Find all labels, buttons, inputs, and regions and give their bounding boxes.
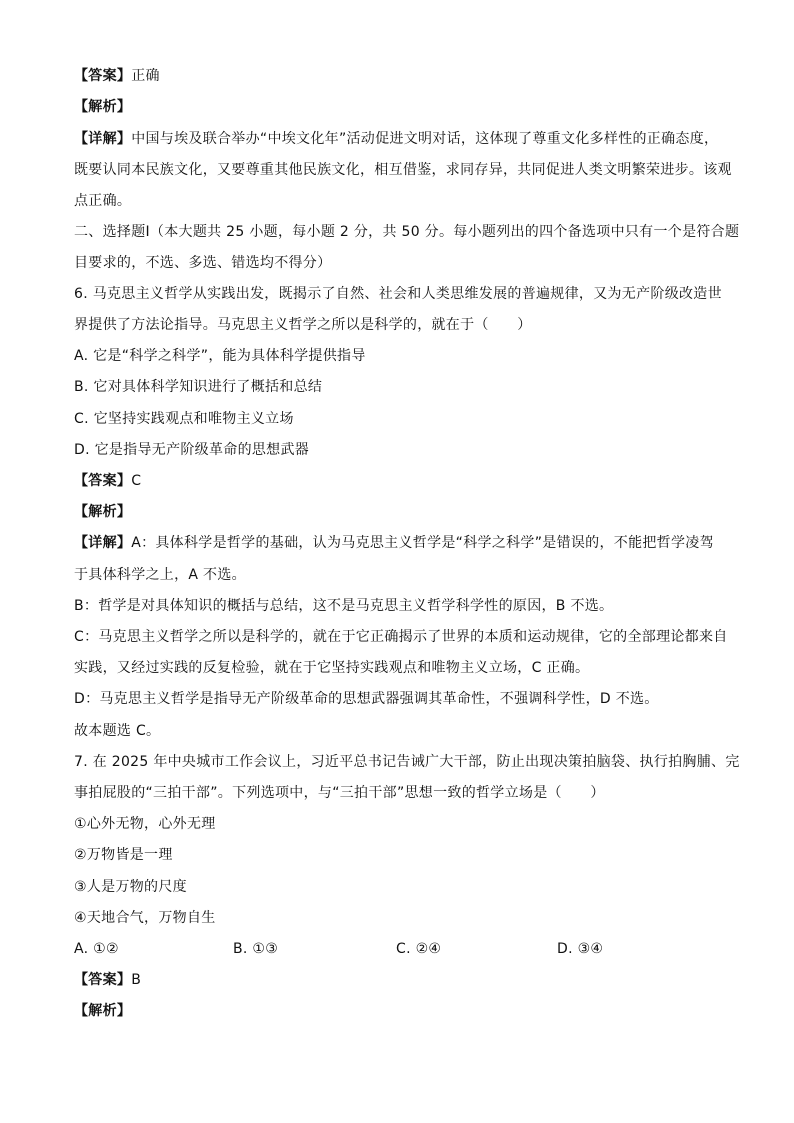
q7-answer: B <box>131 972 142 988</box>
q7-item-2: ②万物皆是一理 <box>74 847 173 863</box>
q7-item-3: ③人是万物的尺度 <box>74 879 187 895</box>
q7-choice-b: B. ①③ <box>233 941 279 957</box>
q6-conclusion: 故本题选 C。 <box>74 723 161 739</box>
q6-detail-text-1: A：具体科学是哲学的基础，认为马克思主义哲学是“科学之科学”是错误的，不能把哲学凌驾 <box>131 535 714 551</box>
q7-analysis-tag: 【解析】 <box>74 1003 132 1019</box>
q7-choice-a: A. ①② <box>74 941 119 957</box>
q7-choice-d: D. ③④ <box>557 941 604 957</box>
q6-detail-line-2: 于具体科学之上，A 不选。 <box>74 567 246 583</box>
q5-detail-line-1 <box>74 129 718 149</box>
section2-header-line-1: 二、选择题Ⅰ（本大题共 25 小题，每小题 2 分，共 50 分。每小题列出的四个备选项中只有一个是符合题 <box>74 224 740 240</box>
q6-stem-line-2: 界提供了方法论指导。马克思主义哲学之所以是科学的，就在于（ ） <box>74 317 532 333</box>
detail-tag: 【详解】 <box>74 535 132 551</box>
detail-tag: 【详解】 <box>74 131 132 147</box>
section2-header-line-2: 目要求的，不选、多选、错选均不得分） <box>74 255 332 271</box>
q6-option-a: A. 它是“科学之科学”，能为具体科学提供指导 <box>74 348 366 364</box>
q5-detail-text-1: 中国与埃及联合举办“中埃文化年”活动促进文明对话，这体现了尊重文化多样性的正确态度， <box>131 131 719 147</box>
q7-stem-line-1: 7. 在 2025 年中央城市工作会议上，习近平总书记告诫广大干部，防止出现决策拍脑袋、执行拍胸脯、完 <box>74 754 740 770</box>
q6-option-b: B. 它对具体科学知识进行了概括和总结 <box>74 379 323 395</box>
q7-item-1: ①心外无物，心外无理 <box>74 816 216 832</box>
q6-detail-line-4: C：马克思主义哲学之所以是科学的，就在于它正确揭示了世界的本质和运动规律，它的全部理论都来自 <box>74 629 728 645</box>
q6-analysis-tag: 【解析】 <box>74 504 132 520</box>
q5-answer-line <box>74 66 160 86</box>
q6-stem-line-1: 6. 马克思主义哲学从实践出发，既揭示了自然、社会和人类思维发展的普遍规律，又为无产阶级改造世 <box>74 286 722 302</box>
q6-detail-line-3: B：哲学是对具体知识的概括与总结，这不是马克思主义哲学科学性的原因，B 不选。 <box>74 598 614 614</box>
q6-detail-line-1 <box>74 533 714 553</box>
q6-detail-line-6: D：马克思主义哲学是指导无产阶级革命的思想武器强调其革命性，不强调科学性，D 不选。 <box>74 691 659 707</box>
q5-answer: 正确 <box>131 68 160 84</box>
q6-answer: C <box>131 473 142 489</box>
q7-choice-c: C. ②④ <box>396 941 442 957</box>
q6-option-c: C. 它坚持实践观点和唯物主义立场 <box>74 411 294 427</box>
q5-detail-line-3: 点正确。 <box>74 193 132 209</box>
q7-item-4: ④天地合气，万物自生 <box>74 910 216 926</box>
q6-option-d: D. 它是指导无产阶级革命的思想武器 <box>74 442 310 458</box>
answer-tag: 【答案】 <box>74 68 132 84</box>
q6-detail-line-5: 实践，又经过实践的反复检验，就在于它坚持实践观点和唯物主义立场，C 正确。 <box>74 660 590 676</box>
q6-answer-line <box>74 471 141 491</box>
answer-tag: 【答案】 <box>74 972 132 988</box>
q5-analysis-tag: 【解析】 <box>74 99 132 115</box>
answer-tag: 【答案】 <box>74 473 132 489</box>
q5-detail-line-2: 既要认同本民族文化，又要尊重其他民族文化，相互借鉴，求同存异，共同促进人类文明繁荣进步。该观 <box>74 162 732 178</box>
q7-answer-line <box>74 970 141 990</box>
q7-stem-line-2: 事拍屁股的“三拍干部”。下列选项中，与“三拍干部”思想一致的哲学立场是（ ） <box>74 785 605 801</box>
